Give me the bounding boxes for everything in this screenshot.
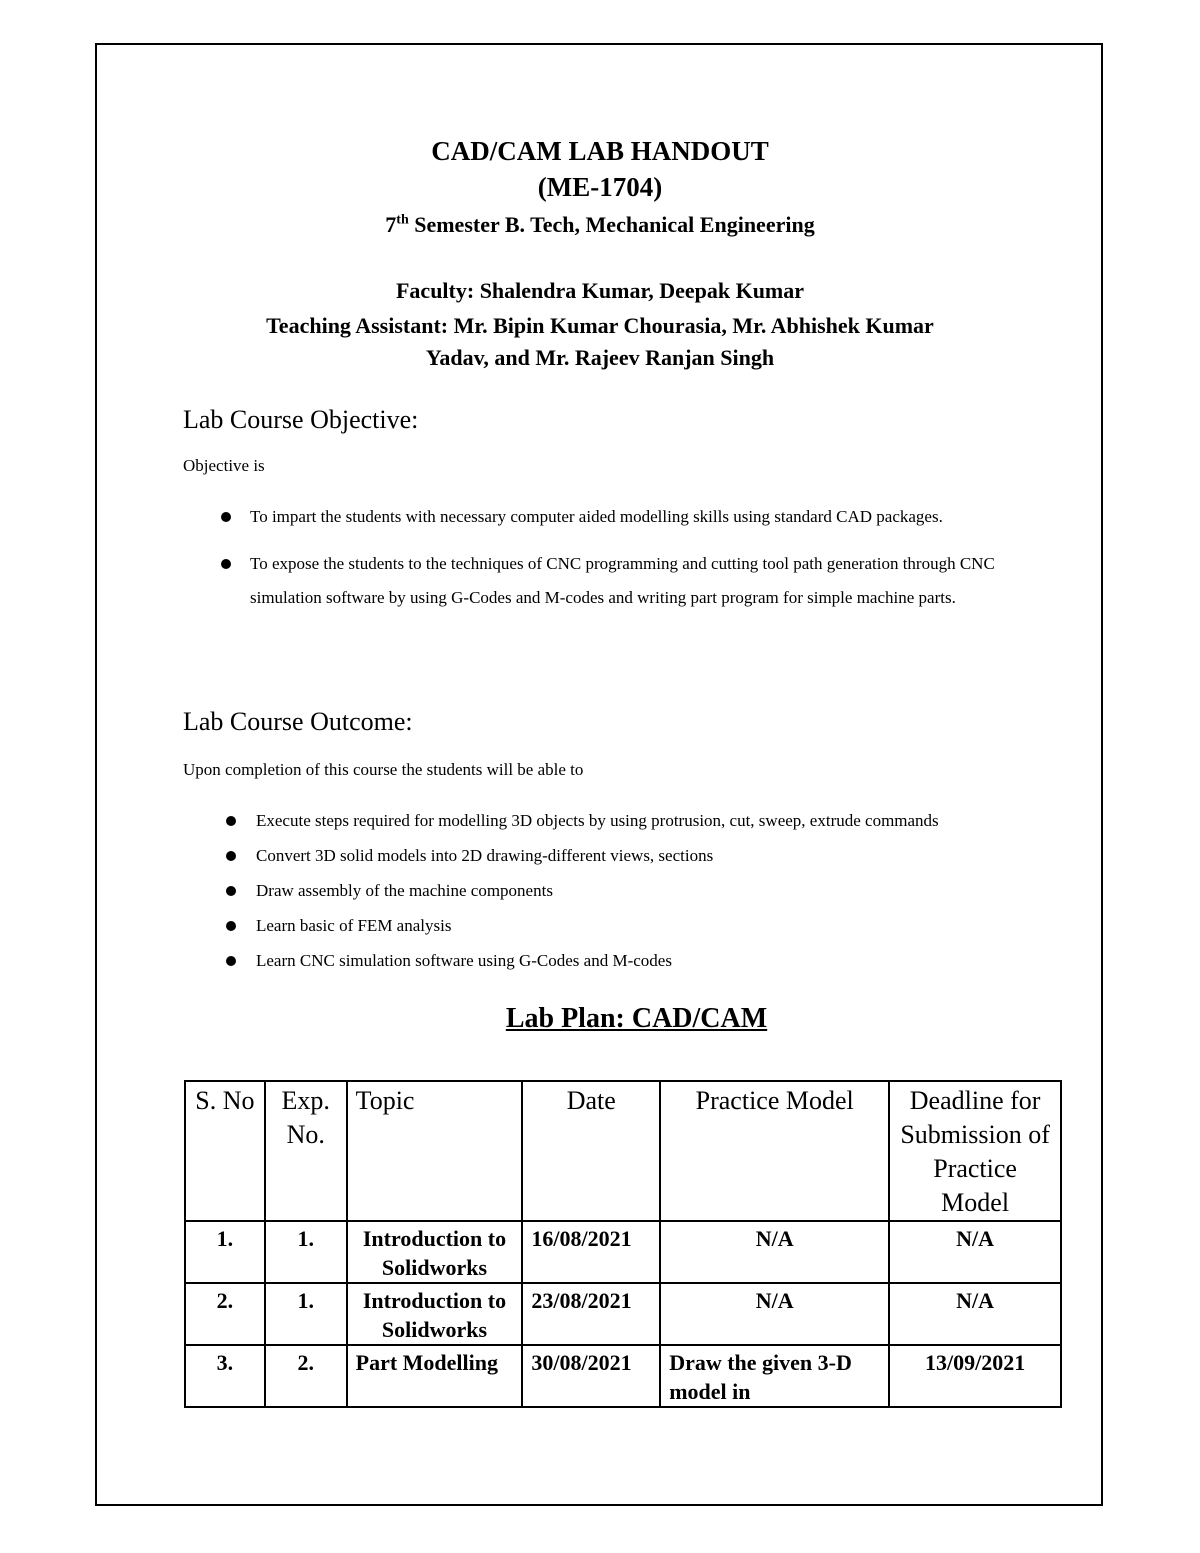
table-cell: Introduction to Solidworks [347,1221,523,1283]
table-cell: 23/08/2021 [522,1283,660,1345]
outcome-item: Learn basic of FEM analysis [222,913,1002,938]
table-cell: N/A [660,1283,889,1345]
objective-heading: Lab Course Objective: [183,405,419,434]
outcome-item: Convert 3D solid models into 2D drawing-different views, sections [222,843,1002,868]
course-code: (ME-1704) [537,172,663,202]
column-header: Exp. No. [265,1081,347,1221]
table-cell: Draw the given 3-D model in [660,1345,889,1407]
table-cell: 13/09/2021 [889,1345,1061,1407]
table-cell: N/A [889,1221,1061,1283]
table-cell: N/A [660,1221,889,1283]
table-cell: 1. [185,1221,265,1283]
table-cell: 2. [185,1283,265,1345]
column-header: S. No [185,1081,265,1221]
table-row [185,1283,1061,1345]
column-header: Practice Model [660,1081,889,1221]
table-cell: Part Modelling [347,1345,523,1407]
semester-number: 7 [385,212,397,237]
column-header: Deadline for Submission of Practice Model [889,1081,1061,1221]
faculty-line: Faculty: Shalendra Kumar, Deepak Kumar [395,278,805,303]
objective-intro: Objective is [183,456,265,475]
table-cell: 1. [265,1283,347,1345]
outcome-item: Execute steps required for modelling 3D objects by using protrusion, cut, sweep, extrude commands [222,808,1002,833]
table-cell: Introduction to Solidworks [347,1283,523,1345]
table-cell: 3. [185,1345,265,1407]
objective-item: To expose the students to the techniques of CNC programming and cutting tool path generation through CNC simulation software by using G-Codes and M-codes and writing part program for simple machine parts. [215,547,1015,615]
teaching-assistant-line-2: Yadav, and Mr. Rajeev Ranjan Singh [425,345,775,370]
column-header: Topic [347,1081,523,1221]
table-cell: 2. [265,1345,347,1407]
table-cell: 16/08/2021 [522,1221,660,1283]
table-header-row [185,1081,1061,1221]
lab-plan-table [184,1080,1062,1408]
teaching-assistant-block [0,310,1200,374]
teaching-assistant-line-1: Teaching Assistant: Mr. Bipin Kumar Chourasia, Mr. Abhishek Kumar [266,313,934,338]
table-cell: 1. [265,1221,347,1283]
outcome-list [222,808,1002,983]
table-cell: N/A [889,1283,1061,1345]
semester-line [0,212,1200,238]
table-cell: 30/08/2021 [522,1345,660,1407]
table-row [185,1221,1061,1283]
outcome-intro: Upon completion of this course the students will be able to [183,760,584,779]
objective-list [215,500,1015,628]
document-title: CAD/CAM LAB HANDOUT [431,136,769,166]
semester-text: Semester B. Tech, Mechanical Engineering [408,212,815,237]
column-header: Date [522,1081,660,1221]
table-row [185,1345,1061,1407]
outcome-item: Learn CNC simulation software using G-Codes and M-codes [222,948,1002,973]
outcome-heading: Lab Course Outcome: [183,707,413,736]
semester-suffix: th [396,212,409,228]
lab-plan-title: Lab Plan: CAD/CAM [505,1003,768,1034]
outcome-item: Draw assembly of the machine components [222,878,1002,903]
objective-item: To impart the students with necessary computer aided modelling skills using standard CAD packages. [215,500,1015,534]
